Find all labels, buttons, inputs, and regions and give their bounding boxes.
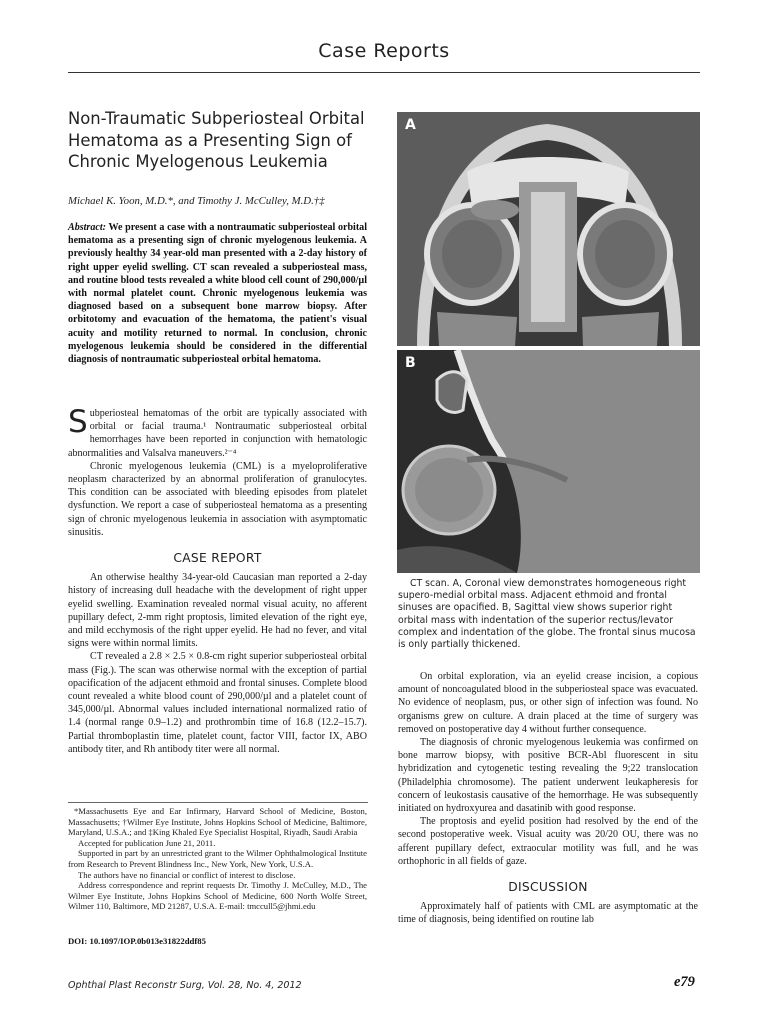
author-list: Michael K. Yoon, M.D.*, and Timothy J. McCulley, M.D.†‡: [68, 195, 325, 207]
footnote-affiliations: *Massachusetts Eye and Ear Infirmary, Harvard School of Medicine, Boston, Massachusetts; †Wilmer Eye Institute, Johns Hopkins School of Medicine, Baltimore, Maryland, U.S.A.; and ‡King Khaled Eye Specialist Hospital, Riyadh, Saudi Arabia: [68, 806, 367, 838]
section-header: Case Reports: [318, 40, 450, 62]
figure-caption: CT scan. A, Coronal view demonstrates homogeneous right supero-medial orbital mass. Adjacent ethmoid and frontal sinuses are opacified. B, Sagittal view shows superior right orbital mass with indentation of the superior rectus/levator complex and indentation of the globe. The frontal sinus mucosa is only partially thickened.: [398, 578, 696, 651]
ct-coronal-illustration: [397, 112, 700, 346]
article-title: Non-Traumatic Subperiosteal Orbital Hematoma as a Presenting Sign of Chronic Myelogenous Leukemia: [68, 109, 365, 172]
abstract-label: Abstract:: [68, 222, 106, 233]
drop-cap: S: [68, 404, 88, 440]
case-paragraph-1: An otherwise healthy 34-year-old Caucasian man reported a 2-day history of increasing dull headache with the development of right upper eyelid swelling. Examination revealed normal visual acuity, no afferent pupillary defect, 2-mm right proptosis, limited elevation of the right eye, and mild ecchymosis of the right upper eyelid. He had no fever, and vital signs were within normal limits.: [68, 572, 367, 650]
footnote-accepted: Accepted for publication June 21, 2011.: [78, 837, 216, 848]
header-rule: [68, 72, 700, 73]
panel-a-label: A: [405, 117, 416, 133]
intro-paragraph-2: Chronic myelogenous leukemia (CML) is a myeloproliferative neoplasm characterized by an abnormal proliferation of granulocytes. This condition can be associated with bleeding episodes from platelet dysfunction. We report a case of subperiosteal hematoma as a presenting sign of chronic myelogenous leukemia in association with asymptomatic sinusitis.: [68, 460, 367, 538]
ct-sagittal-image: [397, 350, 700, 573]
abstract: [68, 221, 367, 366]
footnotes: [68, 806, 367, 912]
exploration-paragraph: On orbital exploration, via an eyelid crease incision, a copious amount of noncoagulated blood in the subperiosteal space was evacuated. No evidence of neoplasm, pus, or other sign of infection was found. No organisms grew on culture. A drain placed at the time of surgery was removed on postoperative day 4 without further consequence.: [398, 671, 698, 735]
abstract-text: We present a case with a nontraumatic subperiosteal orbital hematoma as a presenting sign of chronic myelogenous leukemia. A previously healthy 34 year-old man presented with a 2-day history of right upper eyelid swelling. CT scan revealed a subperiosteal mass, and routine blood tests revealed a white blood cell count of 290,000/µl with normal platelet count. Chronic myelogenous leukemia was diagnosed based on a subsequent bone marrow biopsy. After orbitotomy and evacuation of the hematoma, the patient's visual acuity and motility returned to normal. In conclusion, chronic myelogenous leukemia should be considered in the differential diagnosis of nontraumatic subperiosteal orbital hematoma.: [68, 222, 367, 366]
intro-paragraph-1: [68, 404, 367, 460]
page-number: e79: [674, 974, 695, 990]
left-column: [68, 404, 367, 756]
case-paragraph-2: CT revealed a 2.8 × 2.5 × 0.8-cm right superior subperiosteal orbital mass (Fig.). The scan was otherwise normal with the exception of partial opacification of the adjacent ethmoid and frontal sinuses. Complete blood count revealed a white blood count of 290,000/µl and a platelet count of 345,000/µl. Abnormal values included international normalized ratio of 1.4 (normal range 0.9–1.2) and prothrombin time of 16.8 (12.2–15.7). Partial thromboplastin time, platelet count, factor VIII, factor IX, ABO antibody titer, and Rh antibody titer were all normal.: [68, 651, 367, 755]
footnote-support: Supported in part by an unrestricted grant to the Wilmer Ophthalmological Institute from Research to Prevent Blindness Inc., New York, New York, U.S.A.: [68, 848, 367, 869]
discussion-heading: DISCUSSION: [508, 880, 588, 895]
doi: DOI: 10.1097/IOP.0b013e31822ddf85: [68, 936, 206, 946]
case-report-heading: CASE REPORT: [173, 551, 262, 566]
right-column: [398, 670, 698, 927]
footnote-correspondence: Address correspondence and reprint requests Dr. Timothy J. McCulley, M.D., The Wilmer Eye Institute, Johns Hopkins School of Medicine, 600 North Wolfe Street, Wilmer 110, Baltimore, MD 21287, U.S.A. E-mail: tmccull5@jhmi.edu: [68, 880, 367, 912]
footnote-rule: [68, 802, 368, 803]
intro-text-1: ubperiosteal hematomas of the orbit are typically associated with orbital or facial trauma.¹ Nontraumatic subperiosteal orbital hemorrhages have been reported in conjunction with hematologic abnormalities and Valsalva maneuvers.²⁻⁴: [68, 408, 367, 459]
outcome-paragraph: The proptosis and eyelid position had resolved by the end of the second postoperative week. Visual acuity was 20/20 OU, there was no afferent pupillary defect, extraocular motility was full, and he was orthophoric in all fields of gaze.: [398, 816, 698, 867]
diagnosis-paragraph: The diagnosis of chronic myelogenous leukemia was confirmed on bone marrow biopsy, with positive BCR-Abl fluorescent in situ hybridization and cytogenetic testing revealing the 9;22 translocation (Philadelphia chromosome). The patient underwent leukapheresis for concern of leukostasis causative of the hemorrhage. He was subsequently initiated on hydroxyurea and dasatinib with good response.: [398, 737, 698, 815]
ct-sagittal-illustration: [397, 350, 700, 573]
discussion-paragraph: Approximately half of patients with CML are asymptomatic at the time of diagnosis, being identified on routine lab: [398, 901, 698, 926]
journal-citation: Ophthal Plast Reconstr Surg, Vol. 28, No. 4, 2012: [68, 980, 302, 991]
footnote-conflict: The authors have no financial or conflict of interest to disclose.: [78, 869, 296, 880]
ct-coronal-image: [397, 112, 700, 346]
panel-b-label: B: [405, 355, 416, 371]
